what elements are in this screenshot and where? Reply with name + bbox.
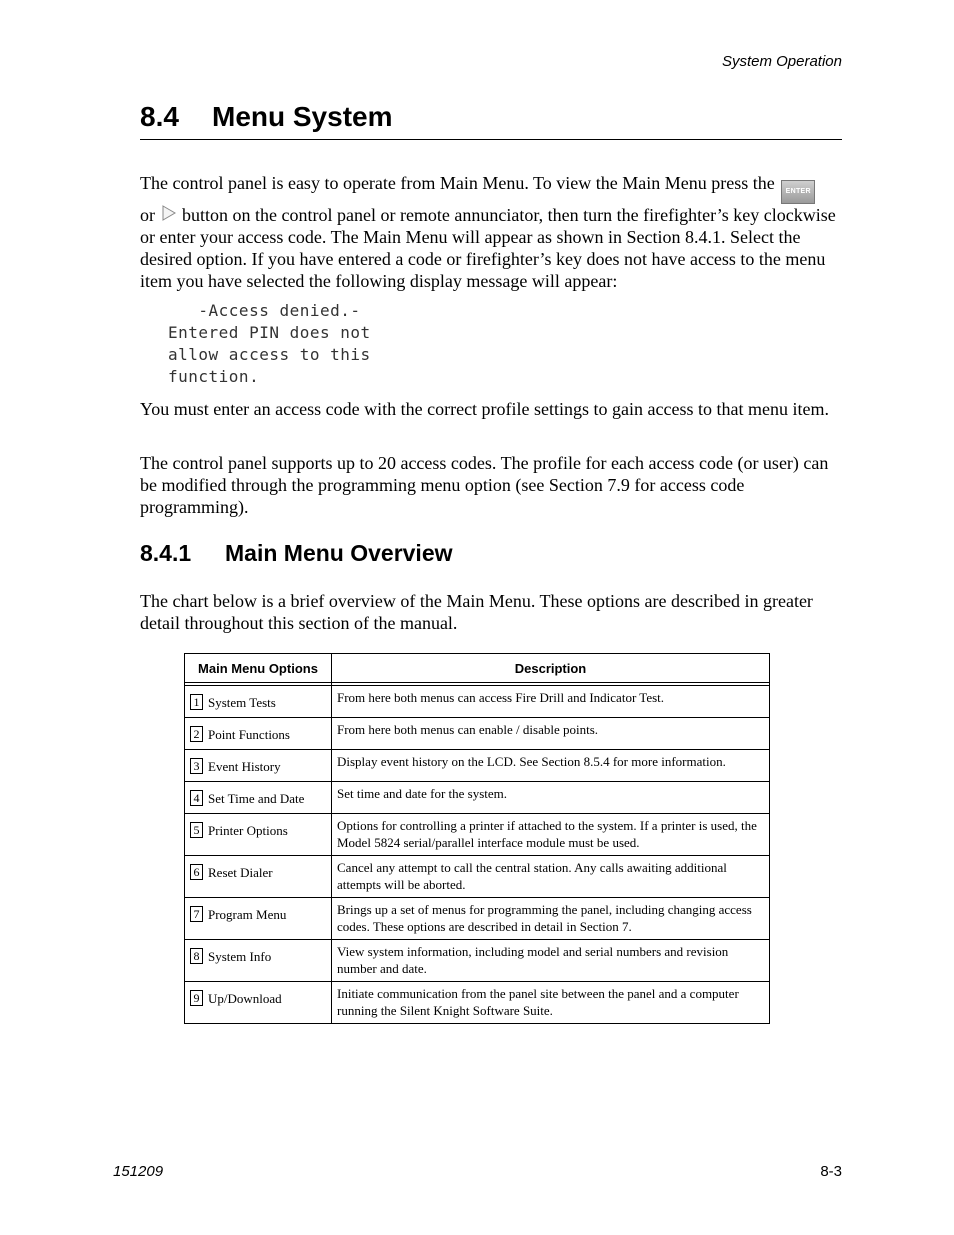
running-header: System Operation <box>721 53 842 70</box>
subsection-number: 8.4.1 <box>140 540 192 566</box>
table-row <box>185 898 770 940</box>
table-header-row <box>185 654 770 683</box>
lcd-line: function. <box>168 367 260 386</box>
menu-option-label: System Info <box>208 949 272 964</box>
menu-option-cell <box>185 686 332 718</box>
key-number-box: 4 <box>190 790 203 806</box>
menu-option-label: Set Time and Date <box>208 791 305 806</box>
menu-description-cell: Display event history on the LCD. See Section 8.5.4 for more information. <box>332 750 770 782</box>
table-row <box>185 718 770 750</box>
key-number-box: 7 <box>190 906 203 922</box>
table-row <box>185 814 770 856</box>
menu-option-label: Reset Dialer <box>208 865 273 880</box>
column-header-options: Main Menu Options <box>185 654 332 683</box>
menu-option-label: Up/Download <box>208 991 282 1006</box>
key-number-box: 5 <box>190 822 203 838</box>
menu-description-cell: View system information, including model and serial numbers and revision number and date. <box>332 940 770 982</box>
table-row <box>185 750 770 782</box>
menu-description-cell: Cancel any attempt to call the central station. Any calls awaiting additional attempts will be aborted. <box>332 856 770 898</box>
table-row <box>185 982 770 1024</box>
section-number: 8.4 <box>140 101 179 132</box>
subsection-title: Main Menu Overview <box>225 540 453 566</box>
intro-text-part2: or <box>140 205 155 225</box>
menu-option-label: Program Menu <box>208 907 287 922</box>
lcd-display-message <box>168 300 371 388</box>
menu-option-cell <box>185 718 332 750</box>
menu-option-cell <box>185 982 332 1024</box>
menu-description-cell: Brings up a set of menus for programming the panel, including changing access codes. These options are described in detail in Section 7. <box>332 898 770 940</box>
page-number: 8-3 <box>820 1163 842 1180</box>
key-number-box: 8 <box>190 948 203 964</box>
table-row <box>185 782 770 814</box>
section-title: Menu System <box>212 101 393 132</box>
menu-description-cell: From here both menus can access Fire Drill and Indicator Test. <box>332 686 770 718</box>
menu-option-label: System Tests <box>208 695 276 710</box>
document-number: 151209 <box>113 1163 164 1180</box>
access-code-paragraph: You must enter an access code with the correct profile settings to gain access to that menu item. <box>140 399 829 419</box>
enter-key-icon <box>781 180 815 204</box>
lcd-line: allow access to this <box>168 345 371 364</box>
column-header-description: Description <box>332 654 770 683</box>
intro-text-part3: button on the control panel or remote annunciator, then turn the firefighter’s key clockwise or enter your access code. The Main Menu will appear as shown in Section 8.4.1. Select the desired option. If you have entered a code or firefighter’s key does not have access to the menu item you have selected the following display message will appear: <box>140 205 836 291</box>
intro-text-part1: The control panel is easy to operate from Main Menu. To view the Main Menu press the <box>140 173 775 193</box>
key-number-box: 1 <box>190 694 203 710</box>
menu-description-cell: Options for controlling a printer if attached to the system. If a printer is used, the Model 5824 serial/parallel interface module must be used. <box>332 814 770 856</box>
menu-description-cell: Initiate communication from the panel site between the panel and a computer running the Silent Knight Software Suite. <box>332 982 770 1024</box>
menu-description-cell: Set time and date for the system. <box>332 782 770 814</box>
key-number-box: 9 <box>190 990 203 1006</box>
enter-key-label: ENTER <box>785 188 811 195</box>
menu-option-cell <box>185 856 332 898</box>
main-menu-table <box>184 653 770 1024</box>
menu-description-cell: From here both menus can enable / disable points. <box>332 718 770 750</box>
menu-option-label: Printer Options <box>208 823 288 838</box>
menu-option-label: Point Functions <box>208 727 290 742</box>
table-row <box>185 856 770 898</box>
menu-option-cell <box>185 898 332 940</box>
table-row <box>185 940 770 982</box>
menu-option-label: Event History <box>208 759 281 774</box>
subsection-heading <box>140 540 453 567</box>
section-heading <box>140 101 842 140</box>
key-number-box: 2 <box>190 726 203 742</box>
overview-paragraph: The chart below is a brief overview of the Main Menu. These options are described in greater detail throughout this section of the manual. <box>140 591 813 633</box>
key-number-box: 6 <box>190 864 203 880</box>
menu-option-cell <box>185 750 332 782</box>
lcd-line: Entered PIN does not <box>168 323 371 342</box>
profile-paragraph: The control panel supports up to 20 access codes. The profile for each access code (or user) can be modified through the programming menu option (see Section 7.9 for access code programming). <box>140 453 829 517</box>
menu-option-cell <box>185 814 332 856</box>
table-row <box>185 686 770 718</box>
menu-option-cell <box>185 940 332 982</box>
key-number-box: 3 <box>190 758 203 774</box>
right-arrow-icon <box>162 204 176 226</box>
intro-paragraph <box>140 172 842 292</box>
lcd-line: -Access denied.- <box>168 301 361 320</box>
menu-option-cell <box>185 782 332 814</box>
